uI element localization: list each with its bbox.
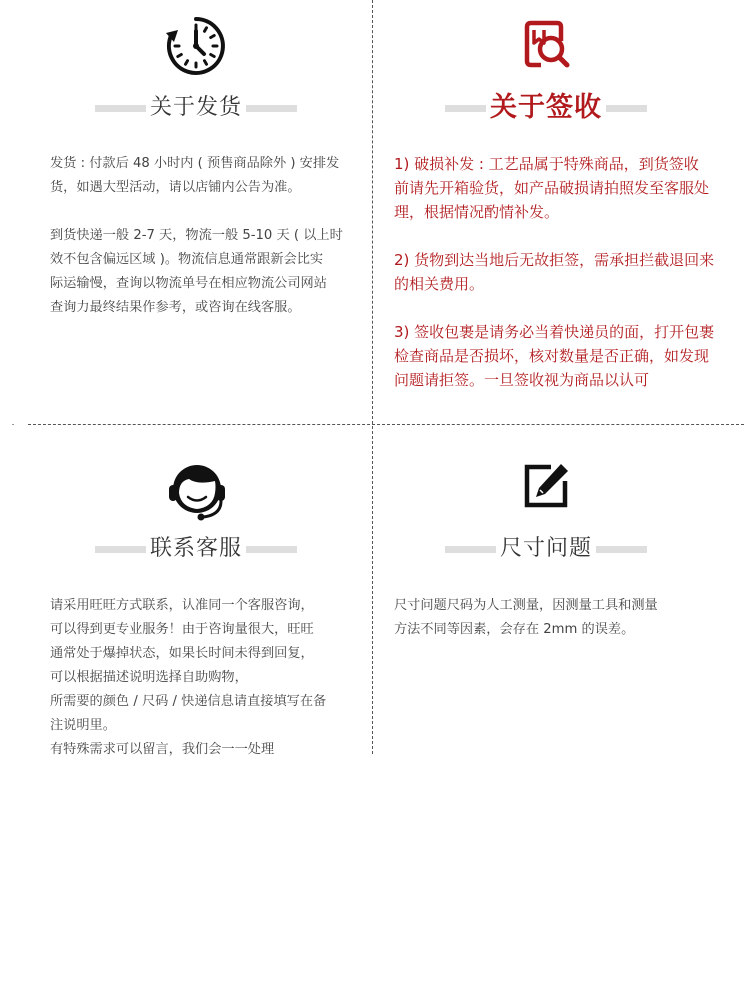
contact-line: 通常处于爆掉状态，如果长时间未得到回复， xyxy=(50,646,314,661)
contact-section xyxy=(0,425,372,755)
contact-line: 注说明里。 xyxy=(50,718,116,733)
size-title-text: 尺寸问题 xyxy=(496,531,596,567)
size-title xyxy=(445,531,647,567)
contact-title-text: 联系客服 xyxy=(146,531,246,567)
shipping-line: 际运输慢，查询以物流单号在相应物流公司网站 xyxy=(50,276,327,291)
contact-line: 可以得到更专业服务！由于咨询量很大，旺旺 xyxy=(50,622,314,637)
signing-title xyxy=(445,90,647,126)
signing-line: 前请先开箱验货，如产品破损请拍照发至客服处 xyxy=(394,179,710,197)
signing-line-gap xyxy=(394,224,740,248)
contact-line: 请采用旺旺方式联系，认准同一个客服咨询， xyxy=(50,598,314,613)
shipping-section xyxy=(0,0,372,424)
shipping-line: 货，如遇大型活动，请以店铺内公告为准。 xyxy=(50,180,301,195)
signing-body xyxy=(394,152,740,392)
shipping-title xyxy=(95,90,297,126)
signing-line: 理，根据情况酌情补发。 xyxy=(394,203,560,221)
shipping-line: 查询力最终结果作参考，或咨询在线客服。 xyxy=(50,300,301,315)
contact-line: 可以根据描述说明选择自助购物， xyxy=(50,670,248,685)
signing-section xyxy=(373,0,750,424)
shipping-title-text: 关于发货 xyxy=(146,90,246,126)
size-line: 尺寸问题尺码为人工测量，因测量工具和测量 xyxy=(394,598,658,613)
signing-line: 3) 签收包裹是请务必当着快递员的面，打开包裹 xyxy=(394,323,715,341)
size-line: 方法不同等因素，会存在 2mm 的误差。 xyxy=(394,622,635,637)
signing-line: 的相关费用。 xyxy=(394,275,485,293)
shipping-line: 效不包含偏远区域 )。物流信息通常跟新会比实 xyxy=(50,252,324,267)
size-section xyxy=(373,425,750,755)
signing-line: 检查商品是否损坏，核对数量是否正确，如发现 xyxy=(394,347,710,365)
shipping-line: 发货 : 付款后 48 小时内 ( 预售商品除外 ) 安排发 xyxy=(50,156,340,171)
contact-line: 有特殊需求可以留言，我们会一一处理 xyxy=(50,742,275,757)
inspect-icon xyxy=(513,13,577,77)
contact-body xyxy=(50,594,366,762)
size-body xyxy=(394,594,740,642)
signing-line: 2) 货物到达当地后无故拒签，需承担拦截退回来 xyxy=(394,251,715,269)
shipping-body xyxy=(50,152,366,320)
shipping-line-gap xyxy=(50,200,366,224)
customer-service-icon xyxy=(163,457,231,525)
edit-icon xyxy=(521,461,571,511)
clock-icon xyxy=(163,13,229,79)
contact-title xyxy=(95,531,297,567)
signing-line: 问题请拒签。一旦签收视为商品以认可 xyxy=(394,371,650,389)
signing-line: 1) 破损补发 : 工艺品属于特殊商品，到货签收 xyxy=(394,155,699,173)
signing-title-text: 关于签收 xyxy=(486,90,606,126)
contact-line: 所需要的颜色 / 尺码 / 快递信息请直接填写在备 xyxy=(50,694,327,709)
shipping-line: 到货快递一般 2-7 天，物流一般 5-10 天 ( 以上时 xyxy=(50,228,343,243)
signing-line-gap xyxy=(394,296,740,320)
